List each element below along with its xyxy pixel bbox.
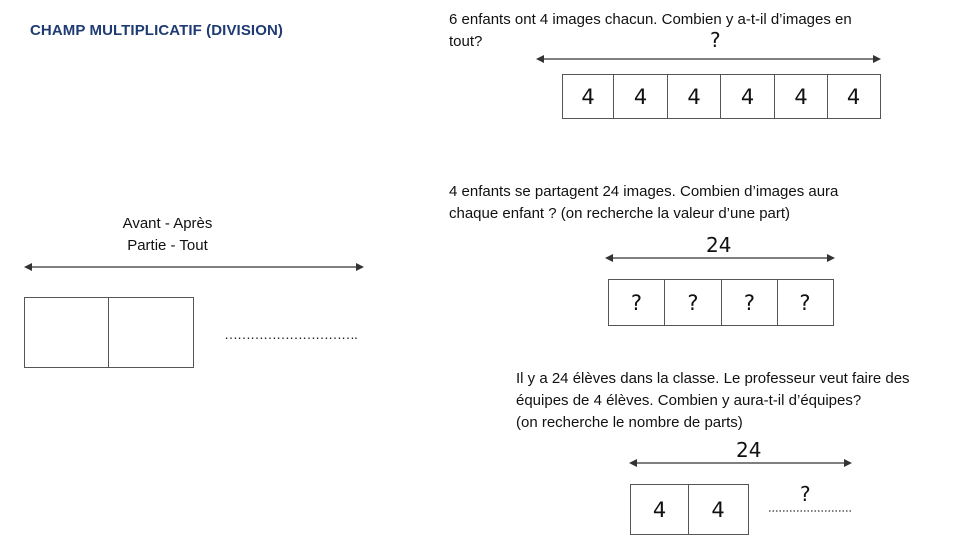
- page-title: CHAMP MULTIPLICATIF (DIVISION): [30, 22, 283, 39]
- problem2-total-label: 24: [706, 233, 732, 257]
- problem1-cell: 4: [827, 75, 879, 118]
- problem2-cell: ?: [630, 290, 643, 315]
- model-label-line1: Avant - Après: [122, 215, 213, 232]
- problem3-cell: 4: [652, 497, 667, 522]
- problem3-line1: Il y a 24 élèves dans la classe. Le professeur veut faire des: [516, 370, 910, 387]
- problem1-line1: 6 enfants ont 4 images chacun. Combien y a-t-il d’images en: [449, 11, 852, 28]
- problem1-cell: 4: [667, 75, 720, 118]
- problem2-cell: ?: [664, 280, 721, 325]
- problem2-cell: ?: [721, 280, 777, 325]
- problem1-cell: 4: [720, 75, 774, 118]
- problem1-cell: 4: [613, 75, 667, 118]
- problem1-cell: 4: [581, 84, 595, 109]
- left-dots: ………………………….: [224, 326, 357, 342]
- problem1-cell: 4: [774, 75, 827, 118]
- problem3-total-label: 24: [736, 438, 762, 462]
- problem3-line3: (on recherche le nombre de parts): [516, 414, 743, 431]
- problem2-cell: ?: [777, 280, 832, 325]
- model-label-line2: Partie - Tout: [127, 237, 208, 254]
- problem2-line1: 4 enfants se partagent 24 images. Combien d’images aura: [449, 183, 839, 200]
- problem1-total-label: ?: [710, 28, 721, 52]
- problem3-cell: 4: [688, 485, 747, 534]
- problem2-line2: chaque enfant ? (on recherche la valeur d’une part): [449, 205, 791, 222]
- problem3-unknown-label: ?: [800, 482, 811, 506]
- problem3-line2: équipes de 4 élèves. Combien y aura-t-il d’équipes?: [516, 392, 862, 409]
- problem1-line2: tout?: [449, 33, 483, 50]
